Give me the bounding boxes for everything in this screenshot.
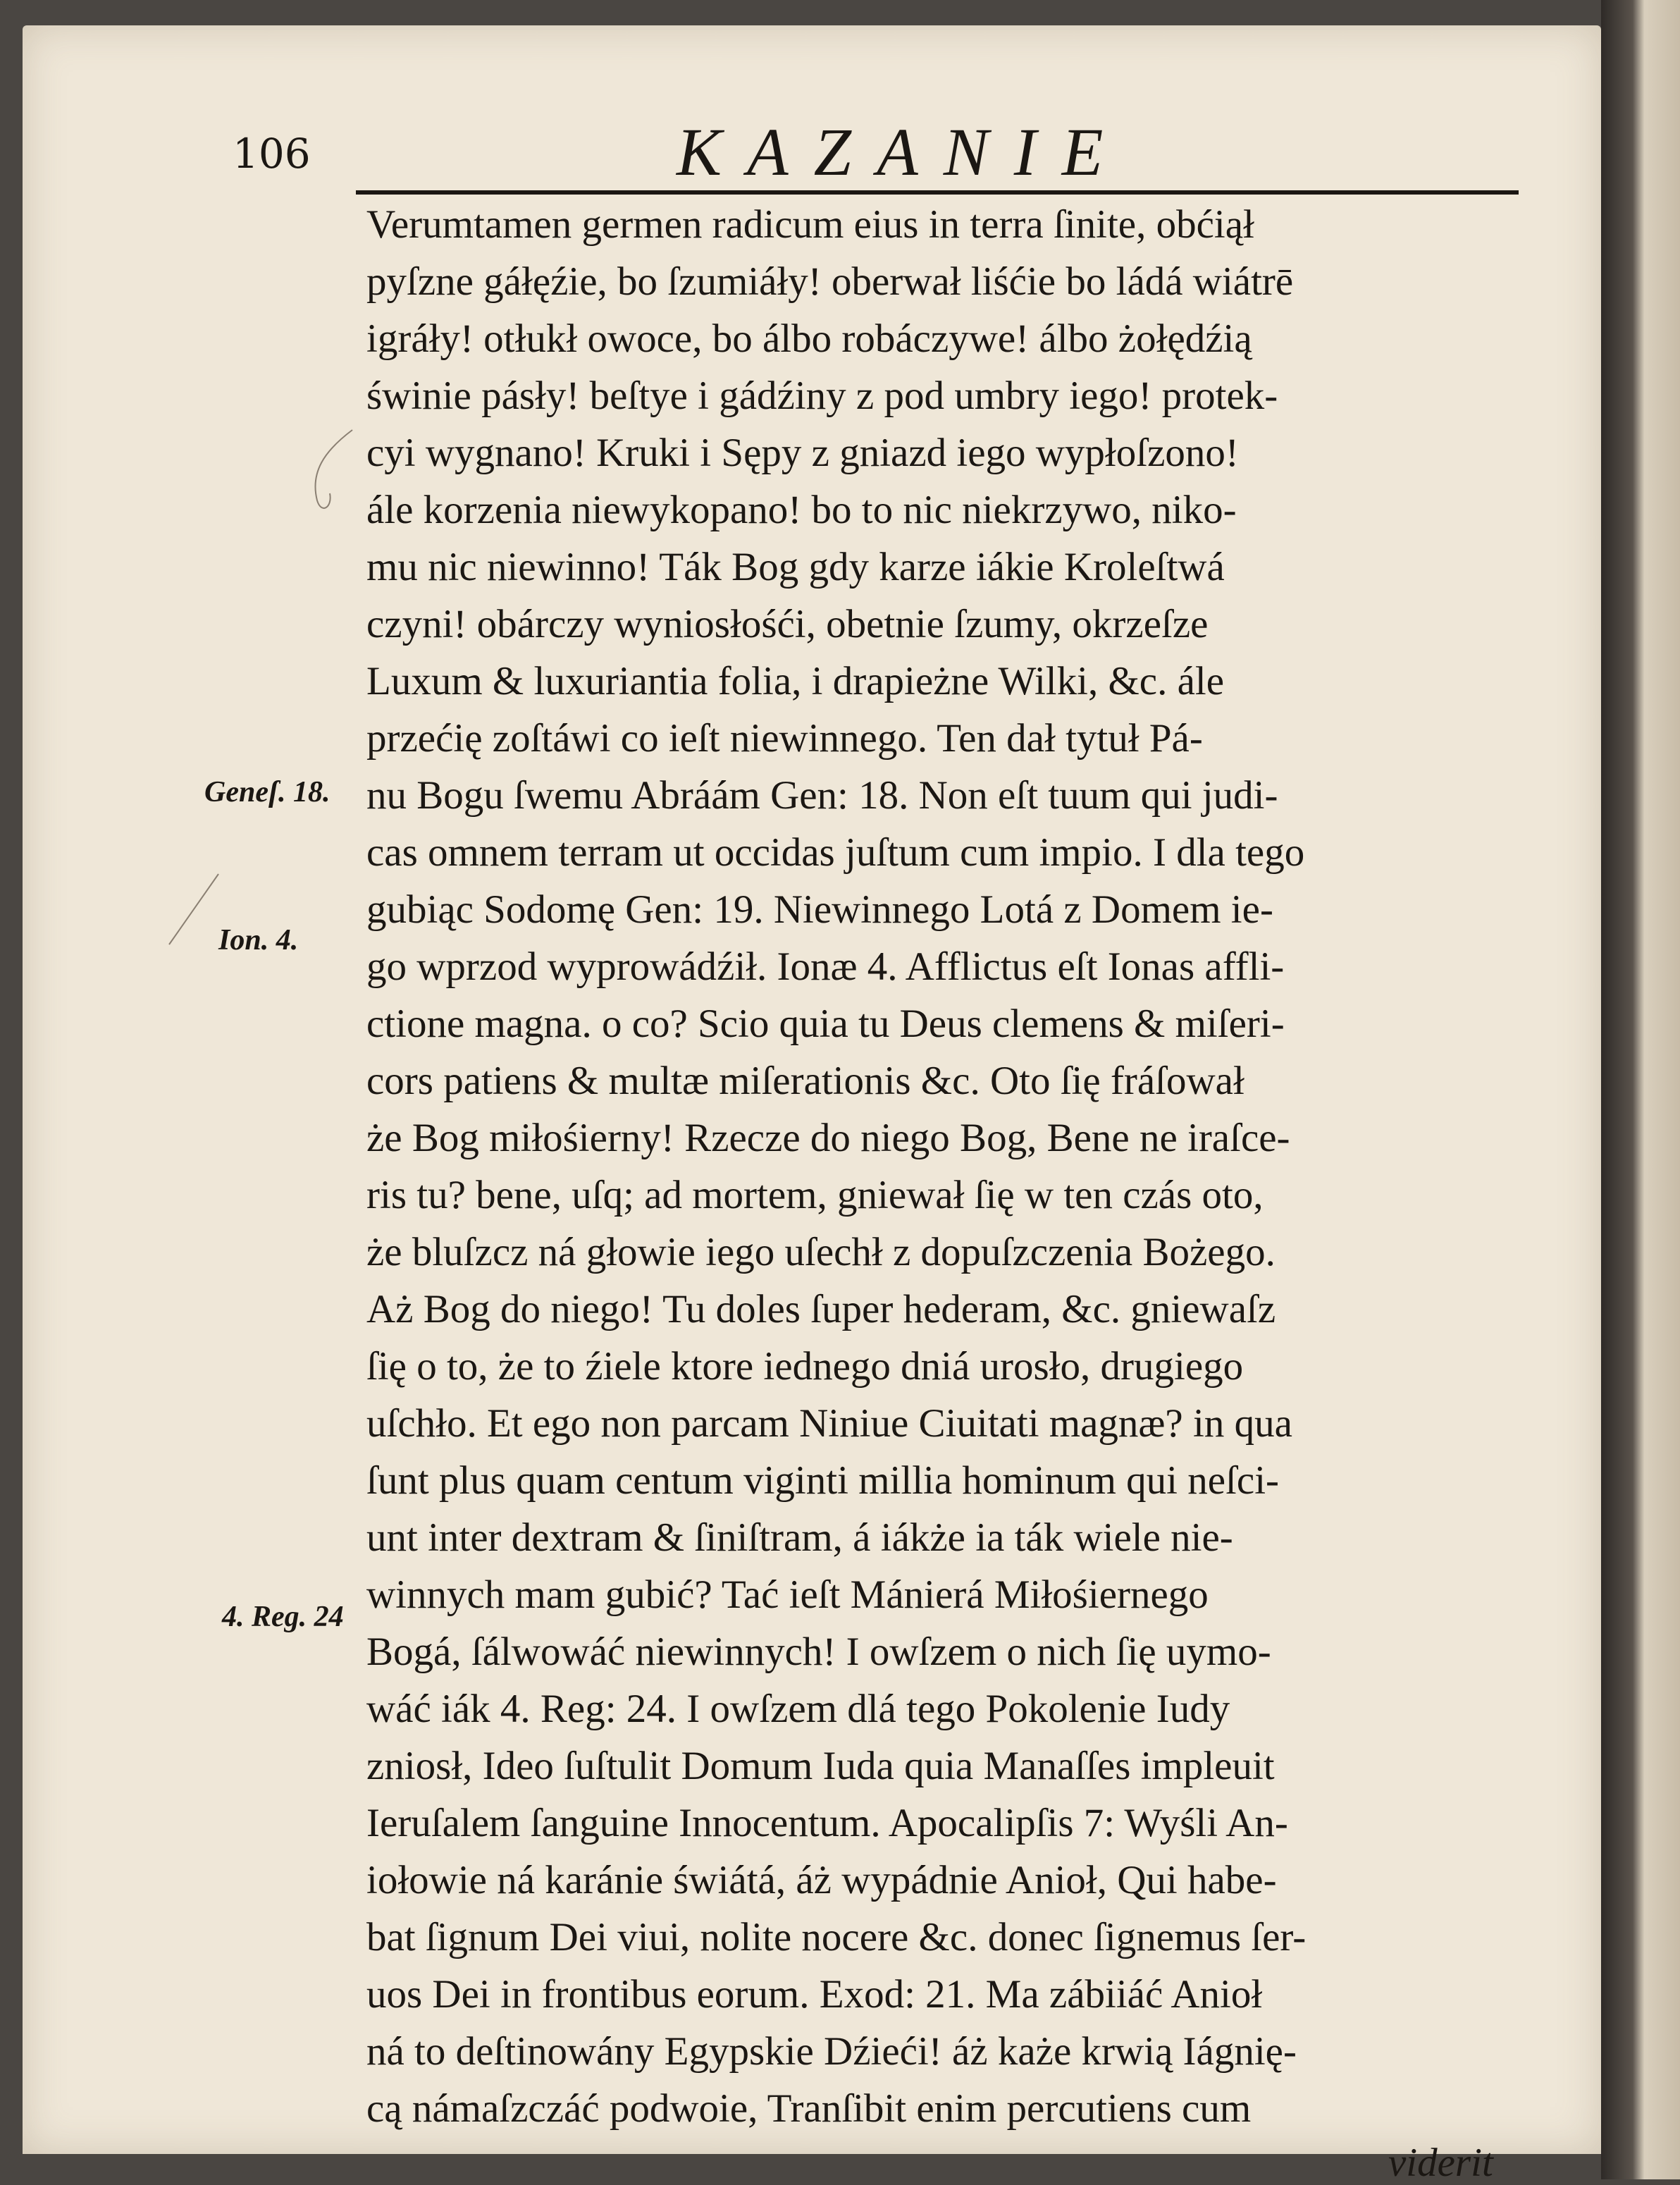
text-line: cą námaſzczáć podwoie, Tranſibit enim percutiens cum [366,2086,1252,2131]
running-head: KAZANIE [677,114,1129,190]
pencil-mark [296,423,359,522]
text-line: przećię zoſtáwi co ieſt niewinnego. Ten dał tytuł Pá- [366,716,1203,761]
text-line: Verumtamen germen radicum eius in terra ſinite, obćiął [366,202,1254,247]
text-line: igráły! otłukł owoce, bo álbo robáczywe! álbo żołędźią [366,316,1252,361]
text-line: ſię o to, że to źiele ktore iednego dniá urosło, drugiego [366,1344,1244,1389]
text-line: Luxum & luxuriantia folia, i drapieżne Wilki, &c. ále [366,659,1225,703]
text-line: iołowie ná karánie świátá, áż wypádnie Anioł, Qui habe- [366,1858,1277,1902]
header-rule [356,190,1519,195]
catchword: viderit [1388,2141,1493,2185]
text-line: go wprzod wyprowádźił. Ionæ 4. Afflictus eſt Ionas affli- [366,944,1285,989]
text-line: pyſzne gáłęźie, bo ſzumiáły! oberwał liśćie bo ládá wiátrē [366,259,1294,304]
text-line: Ieruſalem ſanguine Innocentum. Apocalipſis 7: Wyśli An- [366,1801,1288,1845]
text-line: ná to deſtinowány Egypskie Dźieći! áż każe krwią Iágnię- [366,2029,1297,2074]
margin-note: Geneſ. 18. [204,776,331,808]
text-line: że bluſzcz ná głowie iego uſechł z dopuſzczenia Bożego. [366,1230,1276,1274]
text-line: świnie pásły! beſtye i gádźiny z pod umbry iego! protek- [366,374,1278,418]
text-line: czyni! obárczy wyniosłośći, obetnie ſzumy, okrzeſze [366,602,1209,646]
margin-note: Ion. 4. [218,924,299,956]
text-line: winnych mam gubić? Tać ieſt Mánierá Miłośiernego [366,1572,1209,1617]
text-line: uos Dei in frontibus eorum. Exod: 21. Ma zábiiáć Anioł [366,1972,1263,2017]
text-line: Aż Bog do niego! Tu doles ſuper hederam, &c. gniewaſz [366,1287,1276,1331]
book-spine [1601,0,1680,2179]
text-line: bat ſignum Dei viui, nolite nocere &c. donec ſignemus ſer- [366,1915,1307,1959]
text-line: cors patiens & multæ miſerationis &c. Oto ſię fráſował [366,1059,1244,1103]
text-line: ále korzenia niewykopano! bo to nic niekrzywo, niko- [366,488,1237,532]
margin-note: 4. Reg. 24 [222,1601,344,1633]
text-line: uſchło. Et ego non parcam Niniue Ciuitati magnæ? in qua [366,1401,1292,1446]
text-line: cyi wygnano! Kruki i Sępy z gniazd iego wypłoſzono! [366,431,1239,475]
page-header [233,113,1536,190]
text-line: ris tu? bene, uſq; ad mortem, gniewał ſię w ten czás oto, [366,1173,1264,1217]
text-line: mu nic niewinno! Ták Bog gdy karze iákie Kroleſtwá [366,545,1225,589]
text-line: unt inter dextram & ſiniſtram, á iákże ia ták wiele nie- [366,1515,1233,1560]
text-line: cas omnem terram ut occidas juſtum cum impio. I dla tego [366,830,1305,875]
pencil-mark [162,867,226,952]
text-line: zniosł, Ideo ſuſtulit Domum Iuda quia Manaſſes impleuit [366,1744,1275,1788]
text-line: wáć iák 4. Reg: 24. I owſzem dlá tego Pokolenie Iudy [366,1687,1230,1731]
text-line: że Bog miłośierny! Rzecze do niego Bog, Bene ne iraſce- [366,1116,1290,1160]
text-line: nu Bogu ſwemu Abráám Gen: 18. Non eſt tuum qui judi- [366,773,1278,818]
text-line: ſunt plus quam centum viginti millia hominum qui neſci- [366,1458,1280,1503]
text-line: gubiąc Sodomę Gen: 19. Niewinnego Lotá z Domem ie- [366,887,1273,932]
text-line: ctione magna. o co? Scio quia tu Deus clemens & miſeri- [366,1002,1285,1046]
page-number: 106 [233,130,311,178]
text-line: Bogá, ſálwowáć niewinnych! I owſzem o nich ſię uymo- [366,1630,1271,1674]
